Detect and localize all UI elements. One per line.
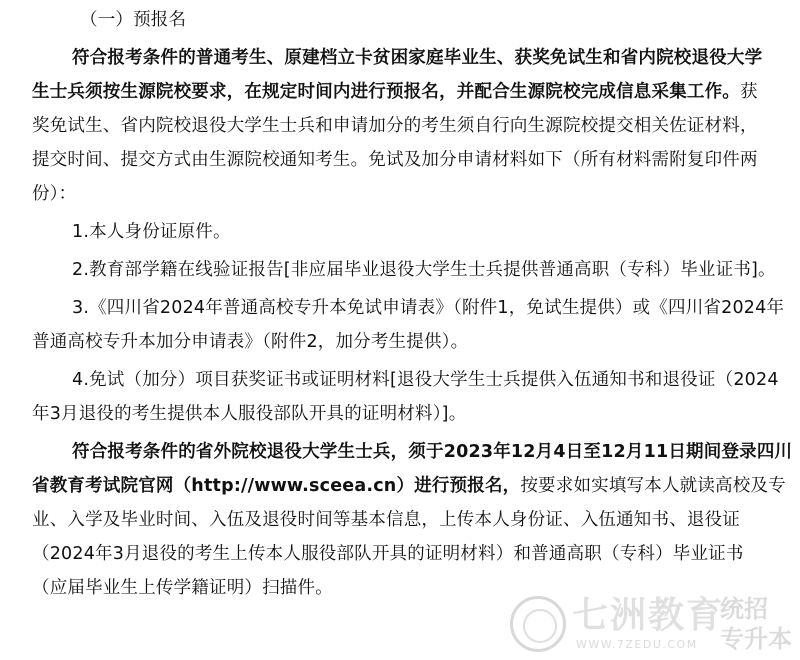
plain-text: 获 xyxy=(740,82,758,102)
paragraph-line xyxy=(32,476,788,497)
watermark-tag-bottom: 专升本 xyxy=(720,625,792,653)
document-body xyxy=(32,6,793,599)
paragraph-line: 提交时间、提交方式由生源院校通知考生。免试及加分申请材料如下（所有材料需附复印件两 xyxy=(32,150,758,170)
watermark-seal-icon xyxy=(510,596,566,652)
paragraph-preregistration xyxy=(32,48,788,205)
bold-text: 生士兵须按生源院校要求，在规定时间内进行预报名，并配合生源院校完成信息采集工作。 xyxy=(32,82,740,102)
paragraph-line: 奖免试生、省内院校退役大学生士兵和申请加分的考生须自行向生源院校提交相关佐证材料， xyxy=(32,116,758,136)
paragraph-line: 份）： xyxy=(32,184,77,204)
list-item-line: 2.教育部学籍在线验证报告[非应届毕业退役大学生士兵提供普通高职（专科）毕业证书]。 xyxy=(72,260,776,280)
watermark-name: 七洲教育 xyxy=(572,595,725,636)
list-item-line: 年3月退役的考生提供本人服役部队开具的证明材料）]。 xyxy=(32,404,467,424)
paragraph-line: 符合报考条件的省外院校退役大学生士兵，须于2023年12月4日至12月11日期间登录四川 xyxy=(72,442,793,462)
paragraph-out-of-province xyxy=(32,442,793,599)
list-item-2 xyxy=(32,260,788,281)
list-item-line: 1.本人身份证原件。 xyxy=(72,222,231,242)
list-item-4 xyxy=(32,370,788,425)
paragraph-line: 业、入学及毕业时间、入伍及退役时间等基本信息，上传本人身份证、入伍通知书、退役证 xyxy=(32,510,740,530)
paragraph-line: （2024年3月退役的考生上传本人服役部队开具的证明材料）和普通高职（专科）毕业证书 xyxy=(32,544,744,564)
section-heading: （一）预报名 xyxy=(80,10,187,30)
list-item-line: 普通高校专升本加分申请表》（附件2，加分考生提供）。 xyxy=(32,332,469,352)
list-item-line: 3.《四川省2024年普通高校专升本免试申请表》（附件1，免试生提供）或《四川省2024年 xyxy=(72,298,785,318)
bold-text: 省教育考试院官网（http://www.sceea.cn）进行预报名， xyxy=(32,476,521,496)
watermark-tag-top: 统招 xyxy=(720,595,768,623)
plain-text: 按要求如实填写本人就读高校及专 xyxy=(520,476,786,496)
list-item-3 xyxy=(32,298,788,353)
paragraph-line: （应届毕业生上传学籍证明）扫描件。 xyxy=(32,578,333,598)
list-item-line: 4.免试（加分）项目获奖证书或证明材料[退役大学生士兵提供入伍通知书和退役证（2024 xyxy=(72,370,779,390)
list-item-1 xyxy=(32,222,788,243)
paragraph-line: 符合报考条件的普通考生、原建档立卡贫困家庭毕业生、获奖免试生和省内院校退役大学 xyxy=(72,48,763,68)
watermark-url: WWW.7ZEDU.COM xyxy=(576,638,698,651)
watermark xyxy=(506,590,796,658)
paragraph-line xyxy=(32,82,788,103)
